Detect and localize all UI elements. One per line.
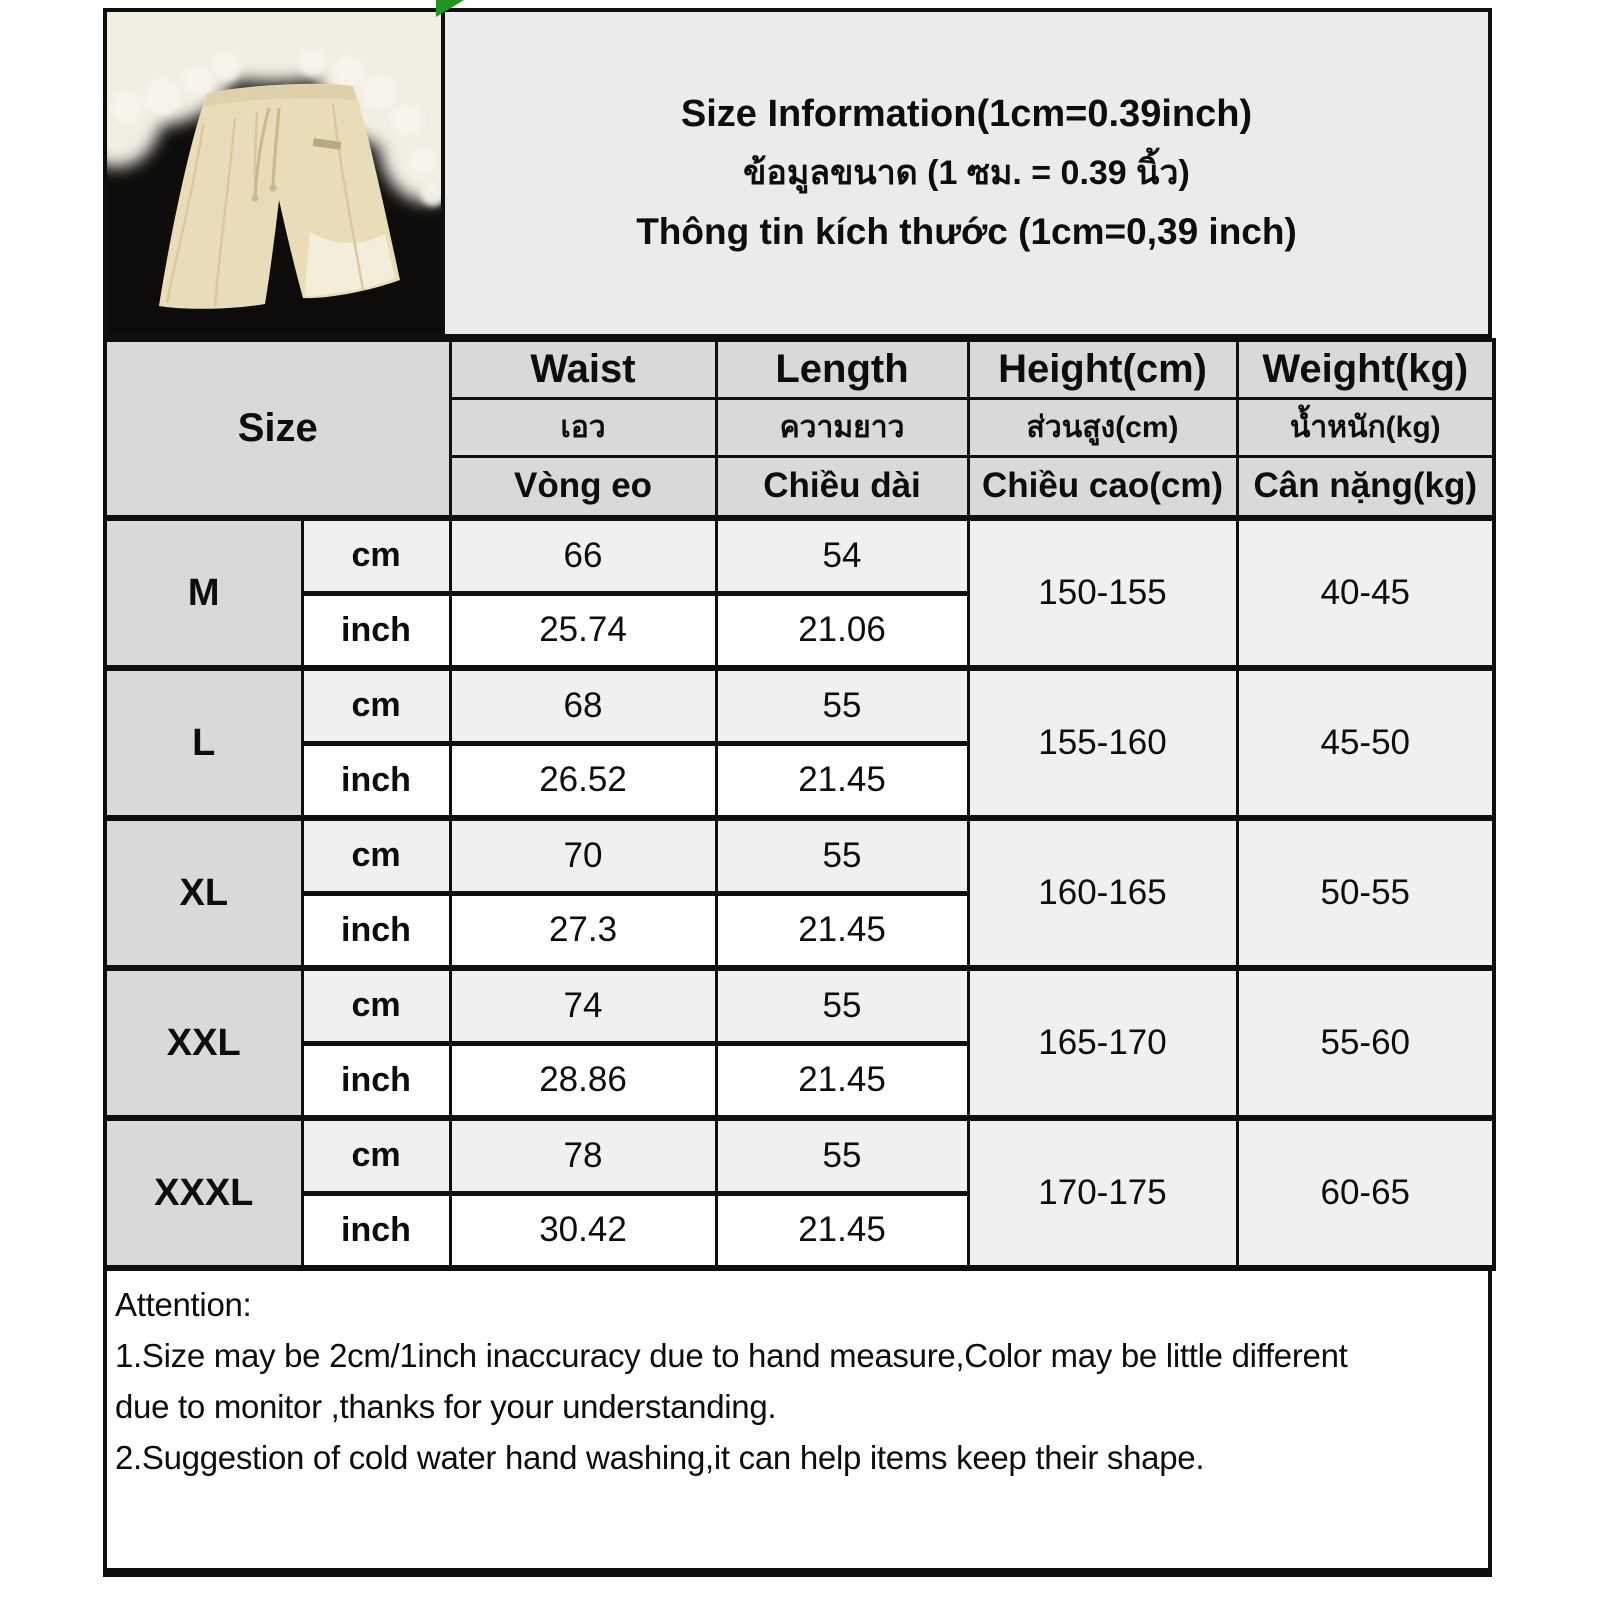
size-label: L — [105, 668, 302, 818]
attention-heading: Attention: — [115, 1286, 252, 1323]
length-inch-value: 21.45 — [716, 893, 968, 968]
top-panels — [103, 8, 1492, 338]
col-header-weight-vi: Cân nặng(kg) — [1237, 456, 1494, 518]
table-row — [105, 668, 1494, 743]
waist-inch-value: 27.3 — [450, 893, 716, 968]
size-table-header — [105, 340, 1494, 518]
unit-label-cm: cm — [302, 968, 450, 1043]
col-header-height-vi: Chiều cao(cm) — [968, 456, 1237, 518]
col-header-waist-vi: Vòng eo — [450, 456, 716, 518]
product-photo — [107, 12, 445, 334]
col-header-length-th: ความยาว — [716, 398, 968, 456]
attention-note-1-cont: due to monitor ,thanks for your understanding. — [115, 1388, 777, 1425]
length-inch-value: 21.06 — [716, 593, 968, 668]
unit-label-cm: cm — [302, 668, 450, 743]
unit-label-cm: cm — [302, 518, 450, 593]
title-thai: ข้อมูลขนาด (1 ซม. = 0.39 นิ้ว) — [743, 153, 1190, 192]
col-header-length-en: Length — [716, 340, 968, 398]
height-range-value: 155-160 — [968, 668, 1237, 818]
length-cm-value: 55 — [716, 968, 968, 1043]
unit-label-inch: inch — [302, 743, 450, 818]
weight-range-value: 50-55 — [1237, 818, 1494, 968]
attention-note-1: 1.Size may be 2cm/1inch inaccuracy due to hand measure,Color may be little different — [115, 1337, 1348, 1374]
weight-range-value: 60-65 — [1237, 1118, 1494, 1268]
size-corner-header: Size — [105, 340, 450, 518]
title-english: Size Information(1cm=0.39inch) — [680, 92, 1253, 135]
waist-cm-value: 68 — [450, 668, 716, 743]
waist-cm-value: 74 — [450, 968, 716, 1043]
attention-note-2: 2.Suggestion of cold water hand washing,it can help items keep their shape. — [115, 1439, 1205, 1476]
length-cm-value: 55 — [716, 668, 968, 743]
waist-inch-value: 26.52 — [450, 743, 716, 818]
unit-label-inch: inch — [302, 893, 450, 968]
length-cm-value: 54 — [716, 518, 968, 593]
col-header-weight-th: น้ำหนัก(kg) — [1237, 398, 1494, 456]
table-row — [105, 1118, 1494, 1193]
height-range-value: 170-175 — [968, 1118, 1237, 1268]
size-table-body — [105, 518, 1494, 1268]
length-cm-value: 55 — [716, 1118, 968, 1193]
title-panel — [445, 12, 1488, 334]
waist-inch-value: 28.86 — [450, 1043, 716, 1118]
unit-label-inch: inch — [302, 593, 450, 668]
length-cm-value: 55 — [716, 818, 968, 893]
size-label: M — [105, 518, 302, 668]
size-chart-content — [103, 8, 1492, 1577]
length-inch-value: 21.45 — [716, 743, 968, 818]
weight-range-value: 55-60 — [1237, 968, 1494, 1118]
unit-label-inch: inch — [302, 1043, 450, 1118]
height-range-value: 160-165 — [968, 818, 1237, 968]
col-header-waist-en: Waist — [450, 340, 716, 398]
length-inch-value: 21.45 — [716, 1193, 968, 1268]
length-inch-value: 21.45 — [716, 1043, 968, 1118]
waist-cm-value: 70 — [450, 818, 716, 893]
unit-label-inch: inch — [302, 1193, 450, 1268]
size-label: XXL — [105, 968, 302, 1118]
waist-inch-value: 25.74 — [450, 593, 716, 668]
waist-inch-value: 30.42 — [450, 1193, 716, 1268]
waist-cm-value: 66 — [450, 518, 716, 593]
weight-range-value: 45-50 — [1237, 668, 1494, 818]
shorts-photo-illustration — [107, 12, 441, 334]
unit-label-cm: cm — [302, 818, 450, 893]
size-label: XXXL — [105, 1118, 302, 1268]
title-vietnamese: Thông tin kích thước (1cm=0,39 inch) — [636, 210, 1297, 252]
table-row — [105, 818, 1494, 893]
col-header-weight-en: Weight(kg) — [1237, 340, 1494, 398]
col-header-waist-th: เอว — [450, 398, 716, 456]
size-label: XL — [105, 818, 302, 968]
table-row — [105, 518, 1494, 593]
waist-cm-value: 78 — [450, 1118, 716, 1193]
col-header-height-en: Height(cm) — [968, 340, 1237, 398]
weight-range-value: 40-45 — [1237, 518, 1494, 668]
table-row — [105, 968, 1494, 1043]
col-header-height-th: ส่วนสูง(cm) — [968, 398, 1237, 456]
size-table — [103, 338, 1496, 1271]
attention-box — [103, 1271, 1492, 1577]
header-row-english — [105, 340, 1494, 398]
height-range-value: 150-155 — [968, 518, 1237, 668]
unit-label-cm: cm — [302, 1118, 450, 1193]
col-header-length-vi: Chiều dài — [716, 456, 968, 518]
height-range-value: 165-170 — [968, 968, 1237, 1118]
